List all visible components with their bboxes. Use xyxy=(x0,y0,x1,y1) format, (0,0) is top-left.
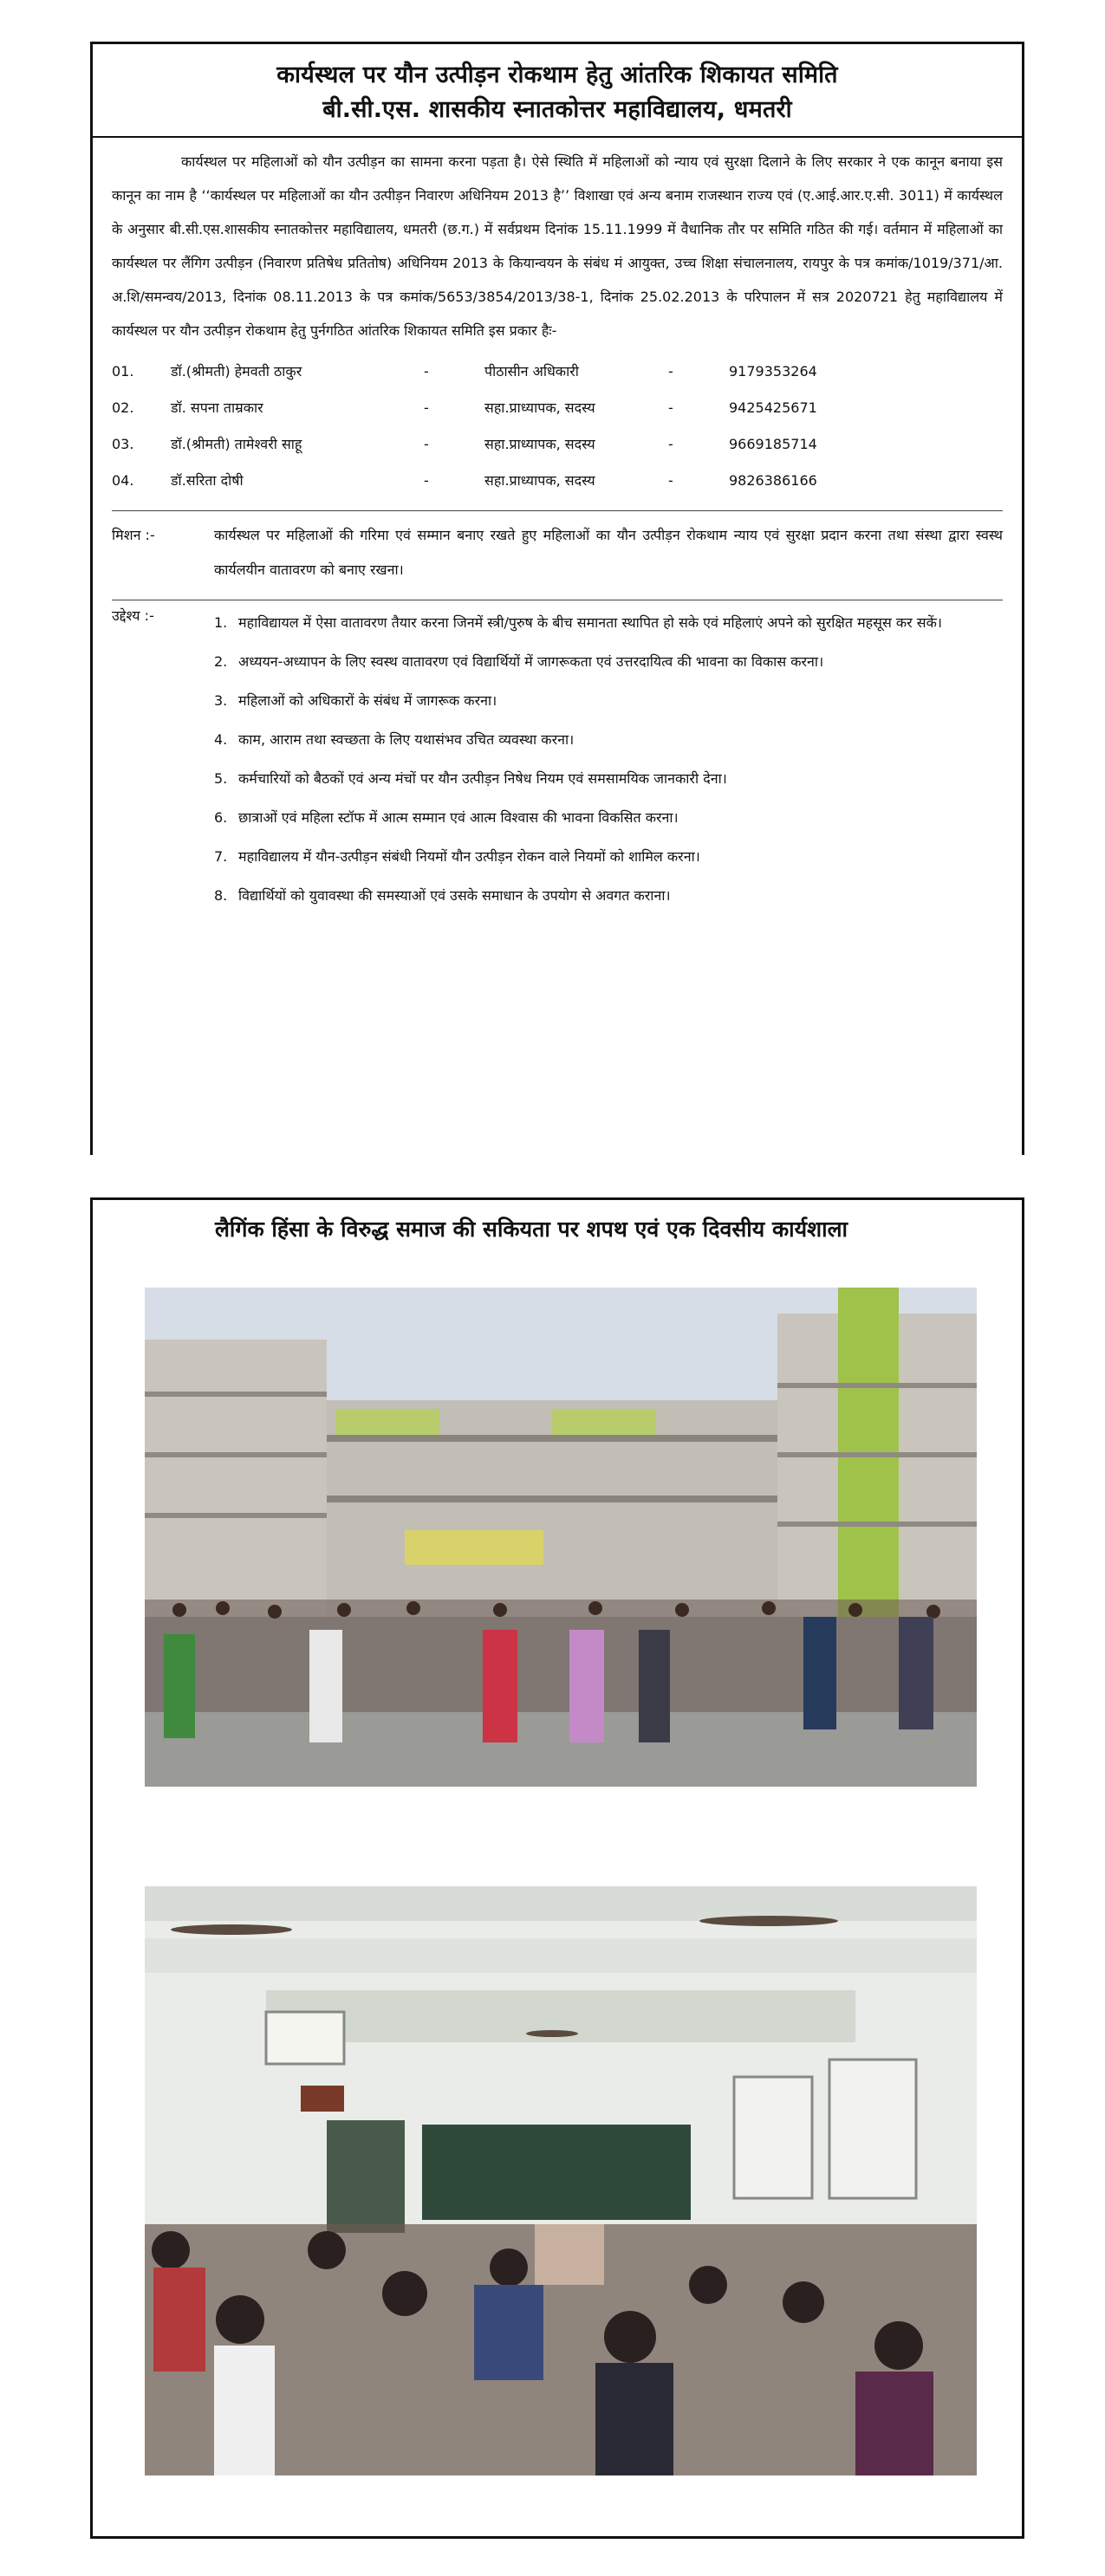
student-figure xyxy=(639,1630,670,1742)
member-name: डॉ.(श्रीमती) तामेश्वरी साहू xyxy=(171,436,302,452)
student-figure xyxy=(569,1630,604,1742)
list-item xyxy=(214,879,1003,913)
item-number: 5. xyxy=(214,770,228,787)
left-wing xyxy=(145,1340,327,1625)
list-item xyxy=(214,762,1003,796)
item-text: कर्मचारियों को बैठकों एवं अन्य मंचों पर यौन उत्पीड़न निषेध नियम एवं समसामयिक जानकारी देना। xyxy=(238,770,727,787)
item-text: काम, आराम तथा स्वच्छता के लिए यथासंभव उचित व्यवस्था करना। xyxy=(238,731,575,748)
item-number: 4. xyxy=(214,731,228,748)
student-figure xyxy=(164,1634,195,1738)
member-role: सहा.प्राध्यापक, सदस्य xyxy=(484,436,595,452)
notice-page xyxy=(90,42,1024,1155)
separator: - xyxy=(424,362,429,380)
ceiling-fan xyxy=(699,1916,838,1926)
header xyxy=(93,44,1022,138)
item-number: 3. xyxy=(214,692,228,709)
item-text: विद्यार्थियों को युवावस्था की समस्याओं एवं उसके समाधान के उपयोग से अवगत कराना। xyxy=(238,887,671,904)
blackboard xyxy=(422,2125,691,2220)
list-item xyxy=(214,801,1003,835)
objectives-label: उद्देश्य :- xyxy=(112,607,154,624)
list-item xyxy=(214,840,1003,874)
member-name: डॉ.(श्रीमती) हेमवती ठाकुर xyxy=(171,363,302,380)
member-phone: 9826386166 xyxy=(729,471,817,489)
item-number: 6. xyxy=(214,809,228,826)
member-phone: 9669185714 xyxy=(729,435,817,452)
student-figure xyxy=(483,1630,517,1742)
member-role: सहा.प्राध्यापक, सदस्य xyxy=(484,399,595,416)
member-row xyxy=(112,462,1003,498)
separator: - xyxy=(668,362,673,380)
objectives-list xyxy=(214,606,1003,918)
window xyxy=(829,2060,916,2198)
workshop-title: लैगिंक हिंसा के विरुद्ध समाज की सकियता पर शपथ एवं एक दिवसीय कार्यशाला xyxy=(214,1217,848,1242)
oath-ceremony-photo xyxy=(145,1288,977,1787)
courtyard-illustration xyxy=(145,1288,977,1787)
member-number: 01. xyxy=(112,362,134,380)
member-role: सहा.प्राध्यापक, सदस्य xyxy=(484,472,595,489)
title-line-1: कार्यस्थल पर यौन उत्पीड़न रोकथाम हेतु आंतरिक शिकायत समिति xyxy=(276,62,838,88)
item-text: छात्राओं एवं महिला स्टॉफ में आत्म सम्मान एवं आत्म विश्वास की भावना विकसित करना। xyxy=(238,809,679,826)
member-list xyxy=(93,353,1022,498)
member-phone: 9425425671 xyxy=(729,399,817,416)
list-item xyxy=(214,723,1003,757)
separator: - xyxy=(424,435,429,452)
member-name: डॉ. सपना ताम्रकार xyxy=(171,399,263,416)
student-figure xyxy=(899,1617,933,1729)
member-row xyxy=(112,353,1003,389)
separator: - xyxy=(668,399,673,416)
list-item xyxy=(214,606,1003,640)
notice-board xyxy=(301,2086,344,2112)
member-number: 02. xyxy=(112,399,134,416)
separator: - xyxy=(668,435,673,452)
window xyxy=(266,2012,344,2064)
workshop-classroom-photo xyxy=(145,1886,977,2475)
student-figure xyxy=(803,1617,836,1729)
window xyxy=(734,2077,812,2198)
mission-section xyxy=(93,511,1022,587)
member-number: 04. xyxy=(112,471,134,489)
separator: - xyxy=(424,399,429,416)
item-number: 7. xyxy=(214,848,228,865)
item-text: अध्ययन-अध्यापन के लिए स्वस्थ वातावरण एवं विद्यार्थियों में जागरूकता एवं उत्तरदायित्व की भावना का विकास करना। xyxy=(238,653,824,670)
separator: - xyxy=(668,471,673,489)
ceiling-fan xyxy=(526,2030,578,2037)
crowd-of-students xyxy=(145,1599,977,1712)
member-name: डॉ.सरिता दोषी xyxy=(171,472,244,489)
title-line-2: बी.सी.एस. शासकीय स्नातकोत्तर महाविद्यालय, धमतरी xyxy=(322,96,792,123)
list-item xyxy=(214,684,1003,718)
intro-paragraph xyxy=(93,138,1022,347)
classroom-illustration xyxy=(145,1886,977,2475)
item-number: 2. xyxy=(214,653,228,670)
ceiling-fan xyxy=(171,1924,292,1935)
list-item xyxy=(214,645,1003,679)
member-row xyxy=(112,425,1003,462)
member-role: पीठासीन अधिकारी xyxy=(484,363,579,380)
member-number: 03. xyxy=(112,435,134,452)
member-phone: 9179353264 xyxy=(729,362,817,380)
item-text: महिलाओं को अधिकारों के संबंध में जागरूक करना। xyxy=(238,692,497,709)
separator: - xyxy=(424,471,429,489)
workshop-page xyxy=(90,1197,1024,2539)
item-text: महाविद्यालय में यौन-उत्पीड़न संबंधी नियमों यौन उत्पीड़न रोकन वाले नियमों को शामिल करना। xyxy=(238,848,700,865)
front-table xyxy=(535,2224,604,2285)
member-row xyxy=(112,389,1003,425)
item-text: महाविद्यायल में ऐसा वातावरण तैयार करना जिनमें स्त्री/पुरुष के बीच समानता स्थापित हो सके एवं महिलाएं अपने को सुरक्षित महसूस कर सकें। xyxy=(238,614,942,631)
item-number: 1. xyxy=(214,614,228,631)
item-number: 8. xyxy=(214,887,228,904)
door xyxy=(327,2120,405,2233)
mission-text: कार्यस्थल पर महिलाओं की गरिमा एवं सम्मान बनाए रखते हुए महिलाओं का यौन उत्पीड़न रोकथाम न्याय एवं सुरक्षा प्रदान करना तथा संस्था द्वारा स्वस्थ कार्यलयीन वातावरण को बनाए रखना। xyxy=(214,527,1003,578)
objectives-section xyxy=(93,600,1022,918)
student-figure xyxy=(309,1630,342,1742)
mission-label: मिशन :- xyxy=(112,527,155,543)
intro-text: कार्यस्थल पर महिलाओं को यौन उत्पीड़न का सामना करना पड़ता है। ऐसे स्थिति में महिलाओं को न्याय एवं सुरक्षा दिलाने के लिए सरकार ने एक कानून बनाया इस कानून का नाम है ‘‘कार्यस्थल पर महिलाओं का यौन उत्पीड़न निवारण अधिनियम 2013 है’’ विशाखा एवं अन्य बनाम राजस्थान राज्य एवं (ए.आई.आर.ए.सी. 3011) में कार्यस्थल के अनुसार बी.सी.एस.शासकीय स्नातकोत्तर महाविद्यालय, धमतरी (छ.ग.) में सर्वप्रथम दिनांक 15.11.1999 में वैधानिक तौर पर समिति गठित की गई। वर्तमान में महिलाओं का कार्यस्थल पर लैंगिग उत्पीड़न (निवारण प्रतिषेध प्रतितोष) अधिनियम 2013 के कियान्वयन के संबंध मं आयुक्त, उच्च शिक्षा संचालनालय, रायपुर के पत्र कमांक/1019/371/आ. अ.शि/समन्वय/2013, दिनांक 08.11.2013 के पत्र कमांक/5653/3854/2013/38-1, दिनांक 25.02.2013 के परिपालन में सत्र 2020721 हेतु महाविद्यालय में कार्यस्थल पर यौन उत्पीड़न रोकथाम हेतु पुर्नगठित आंतरिक शिकायत समिति इस प्रकार हैः- xyxy=(112,153,1003,339)
